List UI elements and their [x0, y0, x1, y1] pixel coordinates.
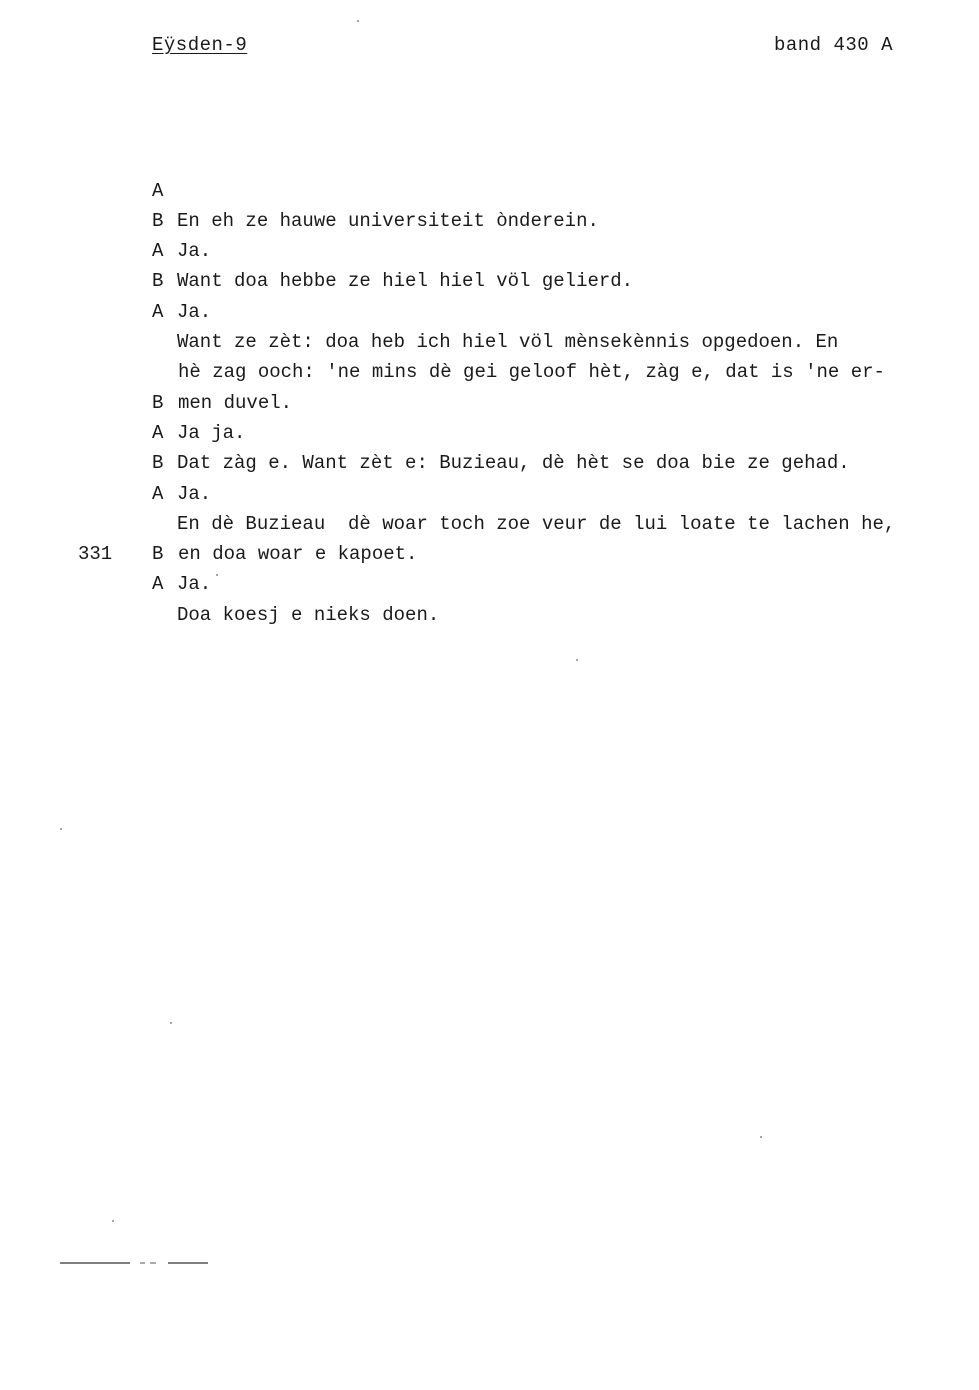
speaker-label: B [152, 209, 164, 232]
utterance-text: En dè Buzieau dè woar toch zoe veur de lui loate te lachen he, [177, 512, 896, 535]
speaker-label: B [152, 270, 164, 293]
paper-speck [112, 1220, 114, 1222]
paper-speck [60, 828, 62, 830]
utterance-text: En eh ze hauwe universiteit ònderein. [177, 209, 599, 232]
speaker-label: A [152, 482, 164, 505]
speaker-label: A [152, 300, 164, 323]
paper-speck [760, 1136, 762, 1138]
speaker-label: B [152, 452, 164, 475]
paper-speck [576, 659, 578, 661]
header-title: Eÿsden-9 [152, 34, 248, 56]
utterance-text: Ja ja. [177, 421, 246, 444]
transcript [0, 115, 979, 626]
speaker-label: A [152, 240, 164, 263]
speaker-label: A [152, 421, 164, 444]
line-number: 331 [78, 543, 113, 566]
utterance-text: Dat zàg e. Want zèt e: Buzieau, dè hèt se doa bie ze gehad. [177, 452, 850, 475]
utterance-text: Doa koesj e nieks doen. [177, 603, 440, 626]
utterance-text: Want doa hebbe ze hiel hiel völ gelierd. [177, 270, 634, 293]
utterance-text: en doa woar e kapoet. [178, 543, 418, 566]
utterance-text: Ja. [177, 300, 212, 323]
footer-rule [60, 1262, 208, 1264]
utterance-text: Want ze zèt: doa heb ich hiel völ mènsekènnis opgedoen. En [177, 331, 839, 354]
utterance-text: men duvel. [178, 391, 293, 414]
speaker-label: A [152, 573, 164, 596]
header-band-label: band 430 A [773, 34, 893, 56]
speaker-label: B [152, 391, 164, 414]
transcript-line [0, 115, 979, 232]
utterance-text: Ja. [177, 240, 212, 263]
paper-speck [357, 20, 359, 22]
paper-speck [216, 574, 218, 576]
utterance-text: hè zag ooch: 'ne mins dè gei geloof hèt, zàg e, dat is 'ne er- [178, 361, 885, 384]
utterance-text: Ja. [177, 573, 212, 596]
speaker-label: B [152, 543, 164, 566]
paper-speck [170, 1022, 172, 1024]
speaker-label: A [152, 179, 164, 202]
utterance-text: Ja. [177, 482, 212, 505]
